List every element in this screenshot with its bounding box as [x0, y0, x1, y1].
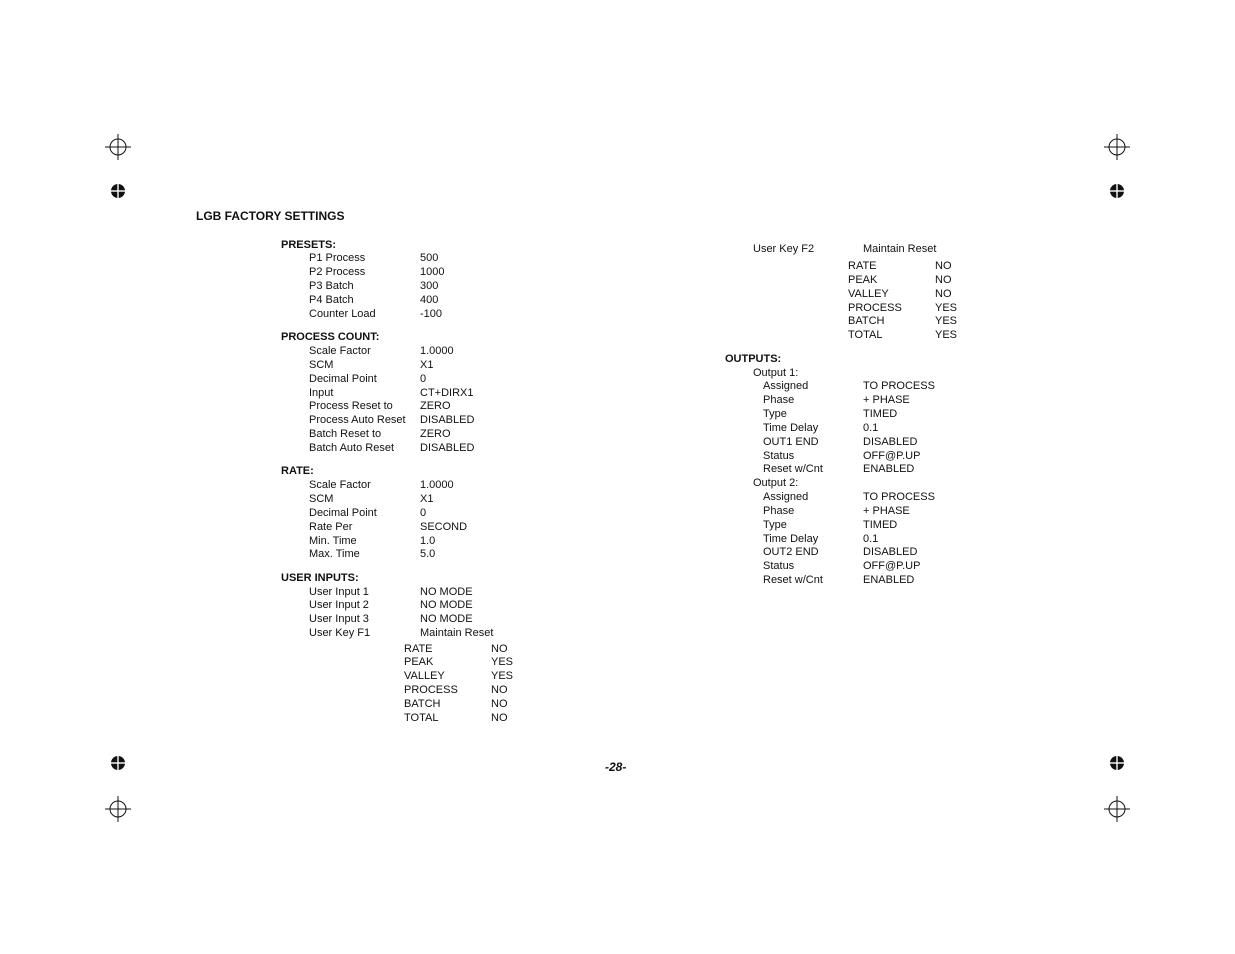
f2-sub-value: NO — [935, 260, 952, 272]
setting-label: OUT1 END — [763, 436, 819, 448]
setting-value: X1 — [420, 493, 434, 505]
setting-value: DISABLED — [863, 436, 918, 448]
setting-label: Time Delay — [763, 533, 819, 545]
setting-value: 1.0000 — [420, 479, 454, 491]
user-key-f2-label: User Key F2 — [753, 243, 815, 255]
section-header-process-count: PROCESS COUNT: — [281, 331, 380, 343]
f2-sub-value: NO — [935, 288, 952, 300]
setting-label: Batch Reset to — [309, 428, 382, 440]
f1-sub-value: NO — [491, 698, 508, 710]
setting-value: 0.1 — [863, 533, 879, 545]
registration-dot-icon — [110, 755, 126, 771]
setting-value: TIMED — [863, 408, 898, 420]
setting-value: OFF@P.UP — [863, 450, 921, 462]
setting-label: Process Auto Reset — [309, 414, 406, 426]
output-2-label: Output 2: — [753, 477, 799, 489]
user-key-f2-value: Maintain Reset — [863, 243, 937, 255]
setting-value: 1000 — [420, 266, 445, 278]
setting-label: Decimal Point — [309, 507, 377, 519]
setting-value: DISABLED — [863, 546, 918, 558]
setting-label: User Input 2 — [309, 599, 369, 611]
setting-label: Type — [763, 408, 787, 420]
setting-label: Status — [763, 450, 795, 462]
setting-label: User Key F1 — [309, 627, 371, 639]
setting-value: 5.0 — [420, 548, 436, 560]
setting-label: Decimal Point — [309, 373, 377, 385]
f1-sub-label: PROCESS — [404, 684, 458, 696]
setting-label: SCM — [309, 359, 334, 371]
registration-dot-icon — [1109, 183, 1125, 199]
f1-sub-value: NO — [491, 643, 508, 655]
setting-label: User Input 1 — [309, 586, 369, 598]
f1-sub-label: PEAK — [404, 656, 434, 668]
setting-label: Phase — [763, 505, 795, 517]
setting-label: Input — [309, 387, 334, 399]
setting-label: Process Reset to — [309, 400, 393, 412]
f1-sub-value: YES — [491, 670, 514, 682]
setting-label: User Input 3 — [309, 613, 369, 625]
registration-dot-icon — [110, 183, 126, 199]
setting-value: DISABLED — [420, 442, 475, 454]
registration-dot-icon — [1109, 755, 1125, 771]
setting-value: X1 — [420, 359, 434, 371]
setting-label: Batch Auto Reset — [309, 442, 394, 454]
setting-value: 0 — [420, 373, 427, 385]
f2-sub-value: YES — [935, 315, 958, 327]
setting-label: P3 Batch — [309, 280, 354, 292]
setting-value: NO MODE — [420, 586, 473, 598]
f2-sub-label: BATCH — [848, 315, 885, 327]
page-title: LGB FACTORY SETTINGS — [196, 209, 345, 223]
setting-value: 1.0 — [420, 535, 436, 547]
f2-sub-label: TOTAL — [848, 329, 883, 341]
section-header-presets: PRESETS: — [281, 239, 337, 251]
f1-sub-value: NO — [491, 712, 508, 724]
setting-value: 400 — [420, 294, 439, 306]
setting-value: ZERO — [420, 428, 451, 440]
setting-value: 500 — [420, 252, 439, 264]
setting-value: TO PROCESS — [863, 491, 935, 503]
setting-value: DISABLED — [420, 414, 475, 426]
setting-value: CT+DIRX1 — [420, 387, 474, 399]
f1-sub-label: VALLEY — [404, 670, 445, 682]
setting-label: SCM — [309, 493, 334, 505]
setting-value: 0 — [420, 507, 427, 519]
setting-label: Max. Time — [309, 548, 360, 560]
setting-value: + PHASE — [863, 394, 910, 406]
f1-sub-value: NO — [491, 684, 508, 696]
crosshair-mark-icon — [1104, 134, 1130, 160]
setting-value: TO PROCESS — [863, 380, 935, 392]
setting-label: P1 Process — [309, 252, 366, 264]
section-header-outputs: OUTPUTS: — [725, 353, 782, 365]
setting-label: Phase — [763, 394, 795, 406]
f2-sub-value: NO — [935, 274, 952, 286]
f2-sub-value: YES — [935, 329, 958, 341]
f2-sub-label: VALLEY — [848, 288, 889, 300]
setting-label: Reset w/Cnt — [763, 574, 823, 586]
section-header-user-inputs: USER INPUTS: — [281, 572, 359, 584]
f1-sub-value: YES — [491, 656, 514, 668]
setting-label: Scale Factor — [309, 479, 371, 491]
crosshair-mark-icon — [105, 796, 131, 822]
setting-label: Counter Load — [309, 308, 376, 320]
crosshair-mark-icon — [105, 134, 131, 160]
setting-label: Status — [763, 560, 795, 572]
setting-label: P4 Batch — [309, 294, 354, 306]
setting-value: OFF@P.UP — [863, 560, 921, 572]
f1-sub-label: TOTAL — [404, 712, 439, 724]
setting-label: Assigned — [763, 491, 809, 503]
f2-sub-label: RATE — [848, 260, 877, 272]
f2-sub-label: PEAK — [848, 274, 878, 286]
crosshair-mark-icon — [1104, 796, 1130, 822]
setting-label: Rate Per — [309, 521, 353, 533]
setting-value: -100 — [420, 308, 443, 320]
setting-value: ENABLED — [863, 574, 915, 586]
setting-label: Reset w/Cnt — [763, 463, 823, 475]
setting-label: Time Delay — [763, 422, 819, 434]
setting-value: ZERO — [420, 400, 451, 412]
setting-label: Scale Factor — [309, 345, 371, 357]
setting-value: NO MODE — [420, 599, 473, 611]
setting-value: Maintain Reset — [420, 627, 494, 639]
page-number: -28- — [605, 760, 627, 774]
f2-sub-label: PROCESS — [848, 302, 902, 314]
setting-value: NO MODE — [420, 613, 473, 625]
section-header-rate: RATE: — [281, 465, 314, 477]
setting-label: Assigned — [763, 380, 809, 392]
setting-value: TIMED — [863, 519, 898, 531]
setting-value: 0.1 — [863, 422, 879, 434]
output-1-label: Output 1: — [753, 367, 799, 379]
f2-sub-value: YES — [935, 302, 958, 314]
setting-label: Min. Time — [309, 535, 357, 547]
setting-value: ENABLED — [863, 463, 915, 475]
setting-value: SECOND — [420, 521, 468, 533]
setting-value: 1.0000 — [420, 345, 454, 357]
setting-value: 300 — [420, 280, 439, 292]
f1-sub-label: RATE — [404, 643, 433, 655]
setting-value: + PHASE — [863, 505, 910, 517]
f1-sub-label: BATCH — [404, 698, 441, 710]
setting-label: P2 Process — [309, 266, 366, 278]
setting-label: Type — [763, 519, 787, 531]
setting-label: OUT2 END — [763, 546, 819, 558]
